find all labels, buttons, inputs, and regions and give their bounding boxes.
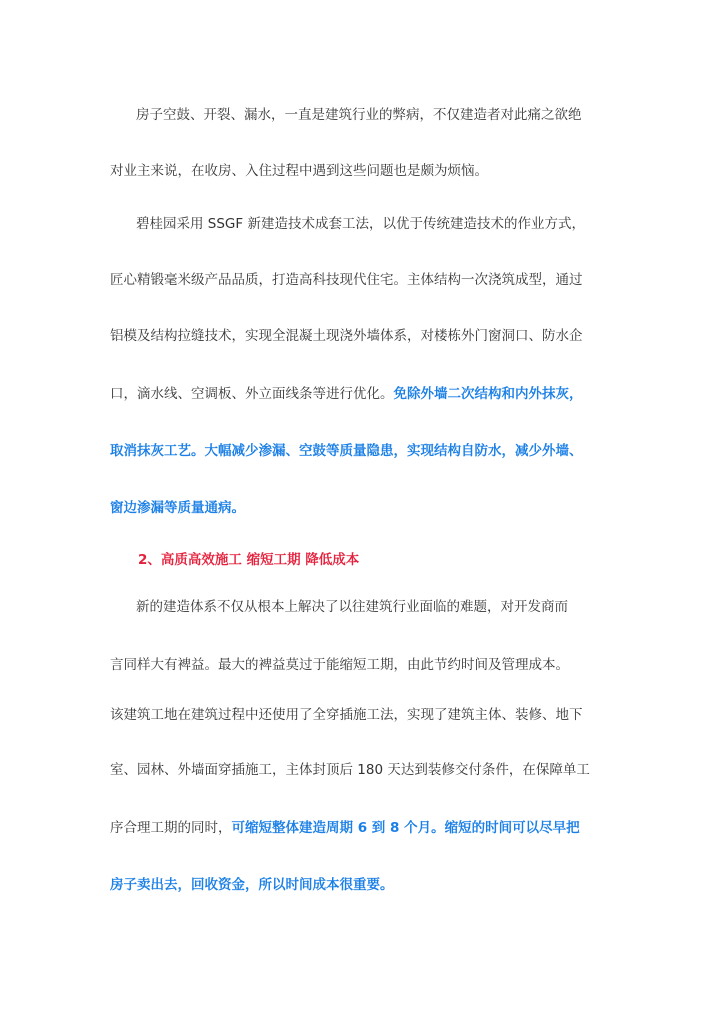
paragraph-3-line-2: 言同样大有裨益。最大的裨益莫过于能缩短工期，由此节约时间及管理成本。	[110, 657, 569, 673]
paragraph-3-line-1: 新的建造体系不仅从根本上解决了以往建筑行业面临的难题，对开发商而	[136, 599, 568, 615]
paragraph-3-line-3: 该建筑工地在建筑过程中还使用了全穿插施工法，实现了建筑主体、装修、地下	[110, 707, 583, 723]
paragraph-2-line-4-highlight: 免除外墙二次结构和内外抹灰，	[393, 386, 583, 402]
paragraph-2-line-5-highlight: 取消抹灰工艺。大幅减少渗漏、空鼓等质量隐患，实现结构自防水，减少外墙、	[110, 443, 583, 459]
paragraph-2-line-1: 碧桂园采用 SSGF 新建造技术成套工法，以优于传统建造技术的作业方式，	[136, 216, 585, 232]
paragraph-2-line-4	[110, 384, 620, 404]
section-heading-2: 2、高质高效施工 缩短工期 降低成本	[138, 552, 360, 568]
paragraph-2-line-4-plain: 口，滴水线、空调板、外立面线条等进行优化。	[110, 386, 394, 402]
paragraph-1-line-2: 对业主来说，在收房、入住过程中遇到这些问题也是颇为烦恼。	[110, 163, 488, 179]
paragraph-3-line-4: 室、园林、外墙面穿插施工，主体封顶后 180 天达到装修交付条件，在保障单工	[110, 762, 590, 778]
paragraph-1-line-1: 房子空鼓、开裂、漏水，一直是建筑行业的弊病，不仅建造者对此痛之欲绝	[136, 107, 582, 123]
paragraph-3-line-5-highlight: 可缩短整体建造周期 6 到 8 个月。缩短的时间可以尽早把	[231, 820, 580, 836]
paragraph-3-line-5	[110, 818, 620, 838]
paragraph-2-line-2: 匠心精锻毫米级产品品质，打造高科技现代住宅。主体结构一次浇筑成型，通过	[110, 272, 583, 288]
paragraph-3-line-5-plain: 序合理工期的同时，	[110, 820, 232, 836]
paragraph-3-line-6-highlight: 房子卖出去，回收资金，所以时间成本很重要。	[110, 877, 394, 893]
paragraph-2-line-3: 铝模及结构拉缝技术，实现全混凝土现浇外墙体系，对楼栋外门窗洞口、防水企	[110, 328, 583, 344]
paragraph-2-line-6-highlight: 窗边渗漏等质量通病。	[110, 500, 245, 516]
